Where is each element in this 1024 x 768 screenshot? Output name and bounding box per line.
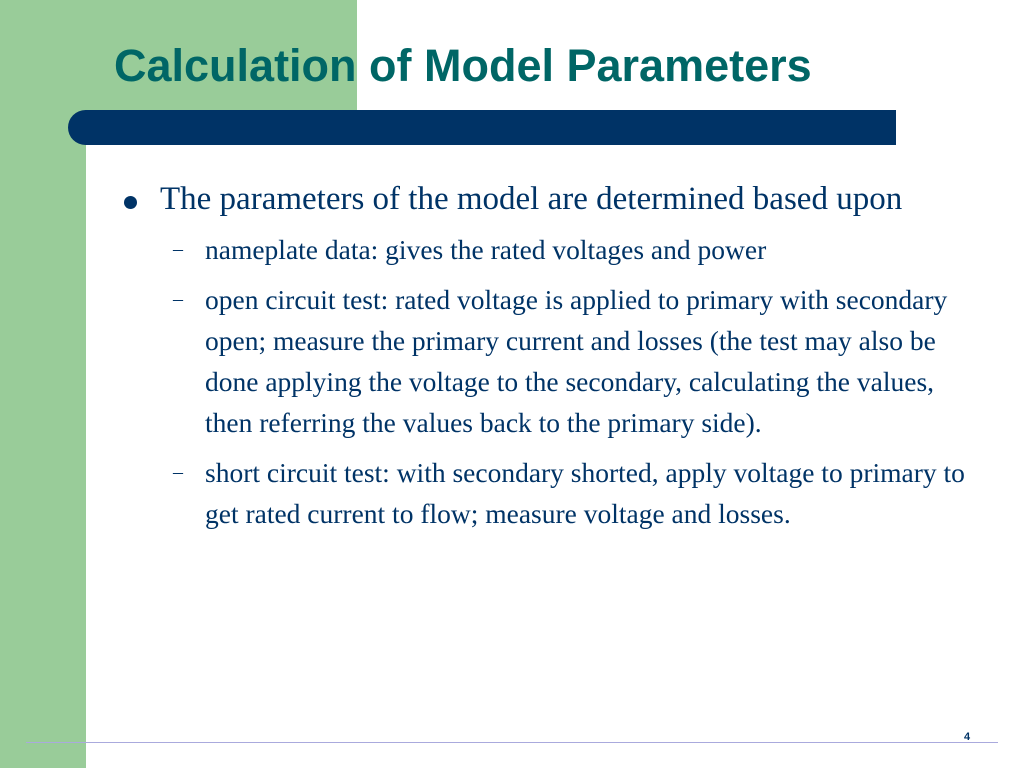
sub-bullet-text: nameplate data: gives the rated voltages and power <box>205 234 767 265</box>
sub-bullet-item <box>122 229 982 270</box>
title-underline-bar <box>68 110 896 145</box>
sub-bullet-item <box>122 279 982 443</box>
footer-divider <box>26 742 998 743</box>
slide-title: Calculation of Model Parameters <box>114 40 812 91</box>
dash-icon: – <box>173 288 183 310</box>
bullet-dot-icon <box>124 196 137 209</box>
sub-bullet-text: open circuit test: rated voltage is applied to primary with secondary open; measure the primary current and losses (the test may also be done applying the voltage to the secondary, calculating the values, then referring the values back to the primary side). <box>205 284 948 438</box>
sub-bullet-item <box>122 452 982 534</box>
dash-icon: – <box>173 238 183 260</box>
dash-icon: – <box>173 461 183 483</box>
slide-body <box>122 178 982 543</box>
bullet-text: The parameters of the model are determined based upon <box>160 181 903 217</box>
page-number: 4 <box>964 731 971 743</box>
bullet-item <box>122 178 982 221</box>
sub-bullet-text: short circuit test: with secondary shorted, apply voltage to primary to get rated current to flow; measure voltage and losses. <box>205 457 965 529</box>
